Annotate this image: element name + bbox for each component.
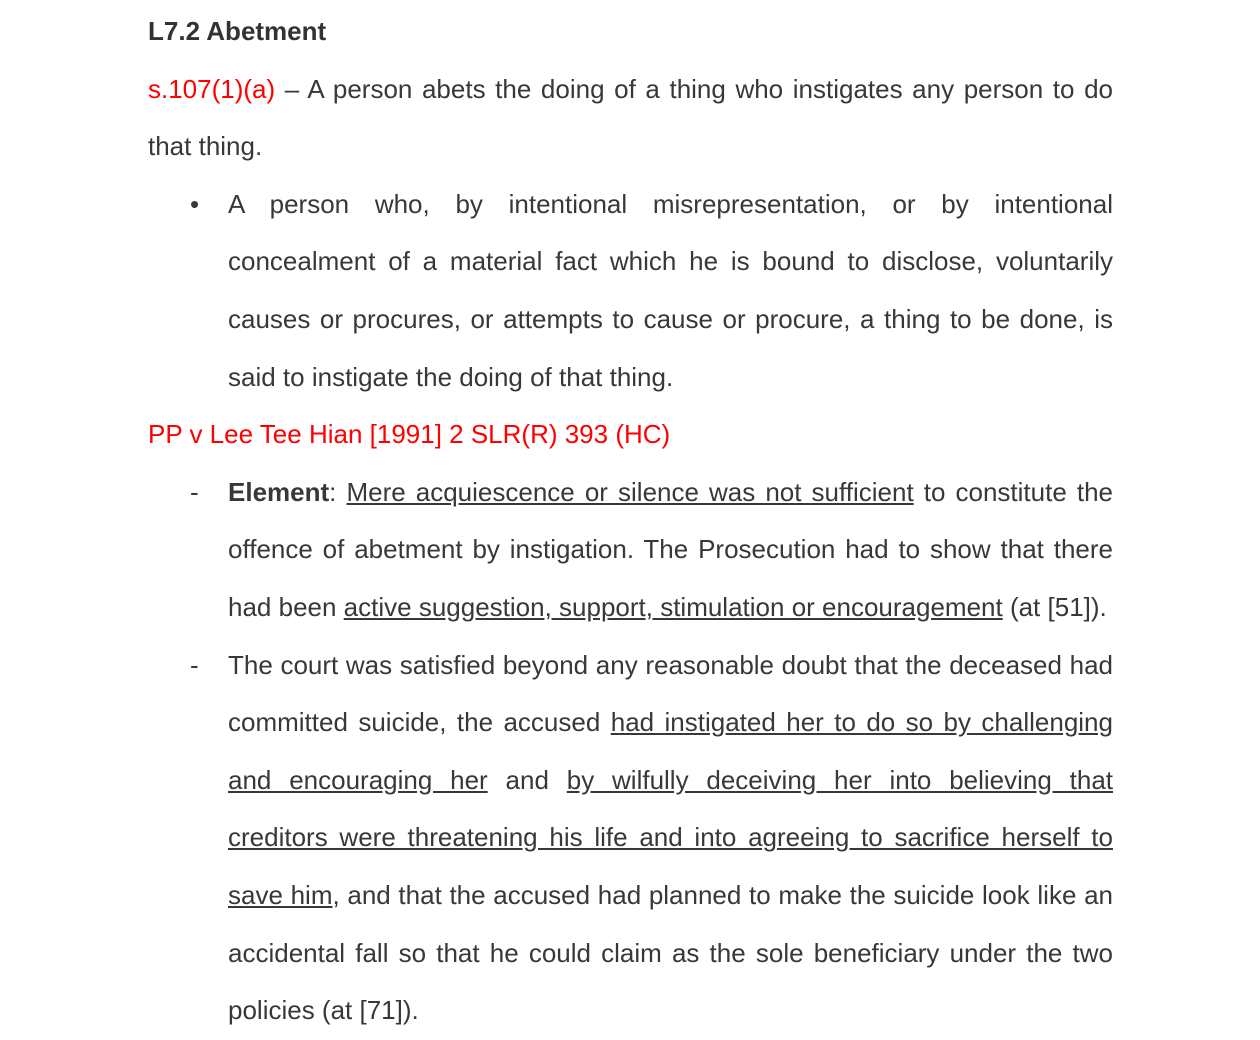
document-page [148, 0, 1113, 1040]
element-text-2: (at [51]). [1002, 591, 1107, 622]
court-text-1: The court was satisfied beyond any reasonable doubt that the deceased had committed suicide, the accused [228, 649, 1113, 738]
element-underline-2: active suggestion, support, stimulation or encouragement [343, 591, 1003, 622]
case-point-element [148, 464, 1113, 637]
court-underline-2: by wilfully deceiving her into believing that creditors were threatening his life and into agreeing to sacrifice herself to save him [228, 764, 1114, 910]
statute-ref: s.107(1)(a) [148, 73, 276, 104]
statute-paragraph [148, 61, 1113, 176]
dash-icon: - [190, 476, 199, 507]
case-citation: PP v Lee Tee Hian [1991] 2 SLR(R) 393 (HC) [148, 419, 671, 450]
court-underline-1: had instigated her to do so by challenging and encouraging her [228, 707, 1113, 795]
bullet-icon: • [190, 188, 200, 219]
court-text-3: , and that the accused had planned to make the suicide look like an accidental fall so that he could claim as the sole beneficiary under the two policies (at [71]). [228, 879, 1113, 1026]
dash-icon: - [190, 649, 199, 680]
case-point-court [148, 637, 1113, 1040]
case-point-element-text [228, 464, 1113, 637]
element-underline-1: Mere acquiescence or silence was not sufficient [346, 476, 914, 507]
court-text-2: and [487, 764, 567, 795]
element-text-1: to constitute the offence of abetment by instigation. The Prosecution had to show that there had been [228, 476, 1113, 622]
bullet-text: A person who, by intentional misrepresentation, or by intentional concealment of a material fact which he is bound to disclose, voluntarily causes or procures, or attempts to cause or procure, a thing to be done, is said to instigate the doing of that thing. [228, 188, 1113, 392]
element-label-suffix: : [329, 476, 347, 507]
statute-text: – A person abets the doing of a thing who instigates any person to do that thing. [148, 73, 1113, 162]
section-heading: L7.2 Abetment [148, 16, 327, 46]
case-point-court-text [228, 637, 1113, 1040]
bullet-item [148, 176, 1113, 406]
element-label: Element [228, 476, 330, 507]
